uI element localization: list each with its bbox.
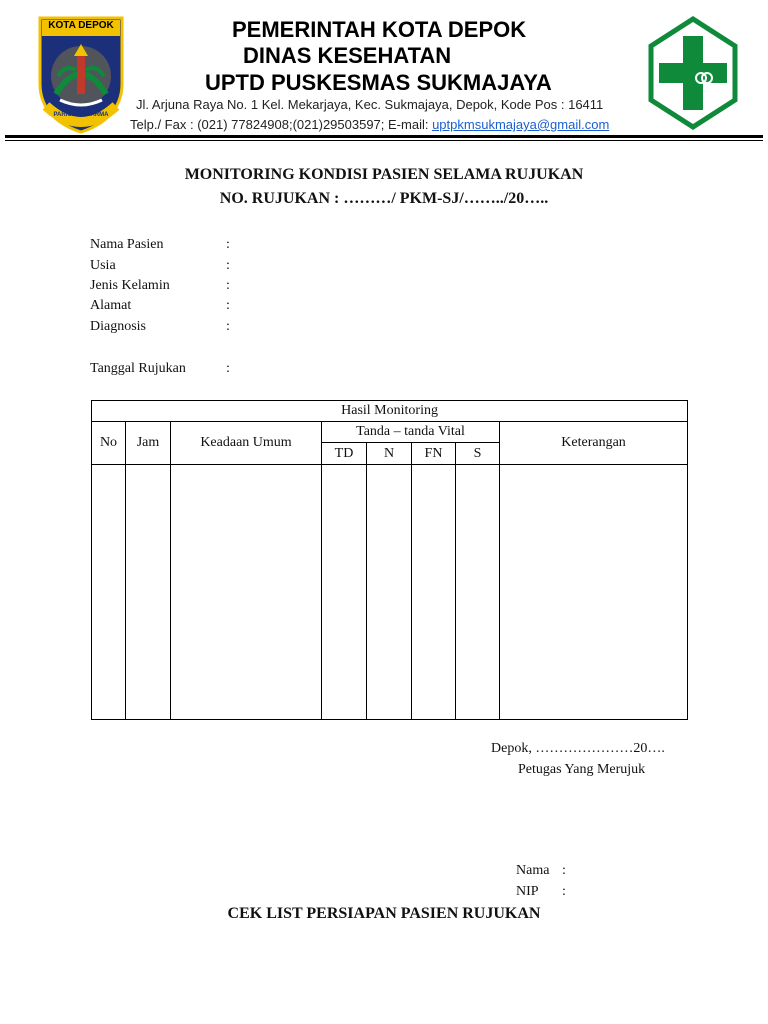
header-contact (130, 117, 609, 132)
cell-n[interactable] (367, 465, 412, 720)
header-s: S (456, 443, 500, 465)
letterhead-rule-thick (5, 135, 763, 138)
field-diagnosis (90, 319, 230, 335)
field-colon: : (226, 278, 230, 293)
signature-role: Petugas Yang Merujuk (518, 762, 646, 777)
field-alamat (90, 298, 230, 314)
header-line-2: DINAS KESEHATAN (243, 43, 452, 68)
cell-keterangan[interactable] (500, 465, 688, 720)
logo-text-bottom: PARICARA DARMA (53, 112, 109, 118)
field-nama-pasien (90, 237, 230, 253)
field-label: Tanggal Rujukan (90, 361, 186, 376)
cell-jam[interactable] (126, 465, 171, 720)
field-colon: : (226, 237, 230, 252)
form-title: MONITORING KONDISI PASIEN SELAMA RUJUKAN (184, 166, 584, 183)
header-keadaan-umum: Keadaan Umum (171, 422, 322, 465)
signature-nama-label: Nama (516, 863, 550, 878)
header-fn: FN (412, 443, 456, 465)
cell-td[interactable] (322, 465, 367, 720)
header-keterangan: Keterangan (500, 422, 688, 465)
field-colon: : (226, 361, 230, 376)
signature-nip (516, 884, 566, 900)
contact-phone: Telp./ Fax : (021) 77824908;(021)29503597; E-mail: (130, 117, 433, 132)
header-line-1: PEMERINTAH KOTA DEPOK (232, 17, 527, 42)
field-colon: : (226, 298, 230, 313)
next-section-title: CEK LIST PERSIAPAN PASIEN RUJUKAN (227, 905, 541, 922)
cell-keadaan-umum[interactable] (171, 465, 322, 720)
signature-place-date: Depok, …………………20…. (491, 741, 665, 756)
header-no: No (92, 422, 126, 465)
monitoring-table (91, 400, 688, 720)
puskesmas-logo (645, 16, 741, 130)
cell-fn[interactable] (412, 465, 456, 720)
logo-text-top: KOTA DEPOK (48, 20, 114, 31)
header-td: TD (322, 443, 367, 465)
signature-nip-label: NIP (516, 884, 539, 899)
header-n: N (367, 443, 412, 465)
header-line-3: UPTD PUSKESMAS SUKMAJAYA (205, 70, 552, 95)
header-hasil-monitoring: Hasil Monitoring (92, 401, 688, 422)
header-tanda-vital: Tanda – tanda Vital (322, 422, 500, 443)
kota-depok-logo (36, 14, 126, 134)
field-label: Diagnosis (90, 319, 146, 334)
letterhead-rule-thin (5, 140, 763, 141)
field-colon: : (226, 319, 230, 334)
field-label: Alamat (90, 298, 132, 313)
signature-colon: : (562, 863, 566, 878)
form-subtitle: NO. RUJUKAN : ………/ PKM-SJ/……../20….. (219, 190, 549, 207)
field-jenis-kelamin (90, 278, 230, 294)
header-address: Jl. Arjuna Raya No. 1 Kel. Mekarjaya, Kec. Sukmajaya, Depok, Kode Pos : 16411 (136, 97, 604, 112)
field-colon: : (226, 258, 230, 273)
signature-colon: : (562, 884, 566, 899)
field-tanggal-rujukan (90, 361, 230, 377)
field-label: Nama Pasien (90, 237, 164, 252)
field-usia (90, 258, 230, 274)
cell-s[interactable] (456, 465, 500, 720)
email-link[interactable]: uptpkmsukmajaya@gmail.com (432, 117, 610, 132)
cell-no[interactable] (92, 465, 126, 720)
field-label: Jenis Kelamin (90, 278, 170, 293)
field-label: Usia (90, 258, 116, 273)
puskesmas-cross-icon (645, 16, 741, 130)
signature-nama (516, 863, 566, 879)
header-jam: Jam (126, 422, 171, 465)
table-body-row (92, 465, 688, 720)
